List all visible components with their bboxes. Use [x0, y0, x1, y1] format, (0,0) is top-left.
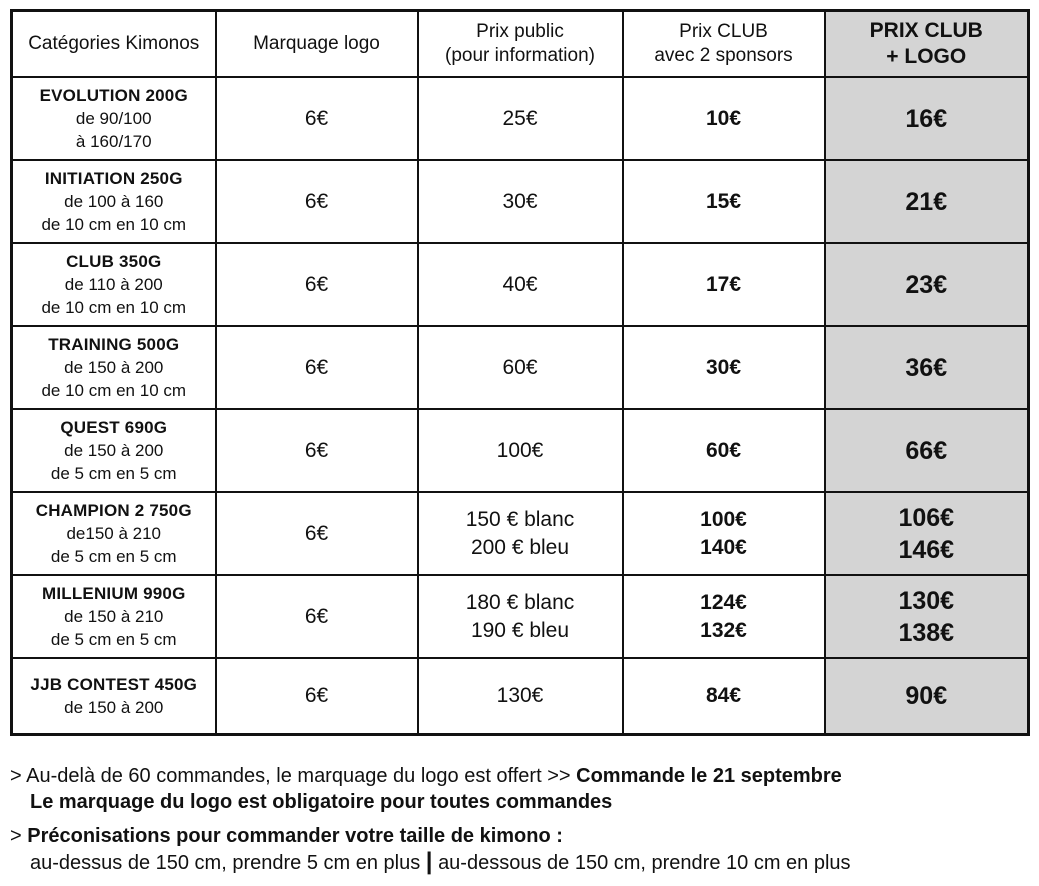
prix-club-cell: 17€ — [623, 243, 825, 326]
marquage-cell: 6€ — [216, 243, 418, 326]
header-row — [12, 11, 1029, 78]
marquage-cell: 6€ — [216, 492, 418, 575]
prix-club-cell: 15€ — [623, 160, 825, 243]
note-order: > Au-delà de 60 commandes, le marquage du logo est offert >> Commande le 21 septembre Le marquage du logo est obligatoire pour toutes commandes — [10, 765, 842, 813]
category-cell: MILLENIUM 990G de 150 à 210 de 5 cm en 5 cm — [12, 575, 216, 658]
header-prix-public: Prix public (pour information) — [418, 11, 623, 78]
header-prix-club: Prix CLUB avec 2 sponsors — [623, 11, 825, 78]
table-row — [12, 243, 1029, 326]
prix-club-cell: 30€ — [623, 326, 825, 409]
table-row — [12, 160, 1029, 243]
prix-club-logo-cell: 16€ — [825, 77, 1029, 160]
prix-public-cell: 130€ — [418, 658, 623, 734]
category-cell: CLUB 350G de 110 à 200 de 10 cm en 10 cm — [12, 243, 216, 326]
category-cell: INITIATION 250G de 100 à 160 de 10 cm en 10 cm — [12, 160, 216, 243]
marquage-cell: 6€ — [216, 409, 418, 492]
category-cell: EVOLUTION 200G de 90/100 à 160/170 — [12, 77, 216, 160]
prix-public-cell: 25€ — [418, 77, 623, 160]
category-cell: CHAMPION 2 750G de150 à 210 de 5 cm en 5 cm — [12, 492, 216, 575]
price-table — [10, 9, 1030, 736]
prix-club-cell: 100€ 140€ — [623, 492, 825, 575]
prix-club-cell: 10€ — [623, 77, 825, 160]
table-row — [12, 77, 1029, 160]
table-row — [12, 326, 1029, 409]
header-prix-club-logo: PRIX CLUB + LOGO — [825, 11, 1029, 78]
table-row — [12, 575, 1029, 658]
prix-club-cell: 84€ — [623, 658, 825, 734]
category-cell: TRAINING 500G de 150 à 200 de 10 cm en 10 cm — [12, 326, 216, 409]
prix-club-logo-cell: 90€ — [825, 658, 1029, 734]
table-row — [12, 409, 1029, 492]
marquage-cell: 6€ — [216, 160, 418, 243]
prix-public-cell: 180 € blanc 190 € bleu — [418, 575, 623, 658]
marquage-cell: 6€ — [216, 575, 418, 658]
prix-public-cell: 60€ — [418, 326, 623, 409]
note-size: > Préconisations pour commander votre taille de kimono : au-dessus de 150 cm, prendre 5 cm en plus | au-dessous de 150 cm, prendre 10 cm en plus — [10, 825, 851, 875]
header-categories: Catégories Kimonos — [12, 11, 216, 78]
prix-club-logo-cell: 23€ — [825, 243, 1029, 326]
prix-public-cell: 150 € blanc 200 € bleu — [418, 492, 623, 575]
marquage-cell: 6€ — [216, 658, 418, 734]
notes — [10, 763, 1030, 884]
header-marquage: Marquage logo — [216, 11, 418, 78]
prix-club-logo-cell: 36€ — [825, 326, 1029, 409]
prix-club-logo-cell: 130€ 138€ — [825, 575, 1029, 658]
category-cell: JJB CONTEST 450G de 150 à 200 — [12, 658, 216, 734]
category-cell: QUEST 690G de 150 à 200 de 5 cm en 5 cm — [12, 409, 216, 492]
prix-public-cell: 30€ — [418, 160, 623, 243]
prix-club-cell: 124€ 132€ — [623, 575, 825, 658]
table-row — [12, 492, 1029, 575]
marquage-cell: 6€ — [216, 77, 418, 160]
prix-club-logo-cell: 66€ — [825, 409, 1029, 492]
marquage-cell: 6€ — [216, 326, 418, 409]
table-row — [12, 658, 1029, 734]
prix-club-logo-cell: 21€ — [825, 160, 1029, 243]
prix-public-cell: 40€ — [418, 243, 623, 326]
prix-club-logo-cell: 106€ 146€ — [825, 492, 1029, 575]
prix-public-cell: 100€ — [418, 409, 623, 492]
prix-club-cell: 60€ — [623, 409, 825, 492]
